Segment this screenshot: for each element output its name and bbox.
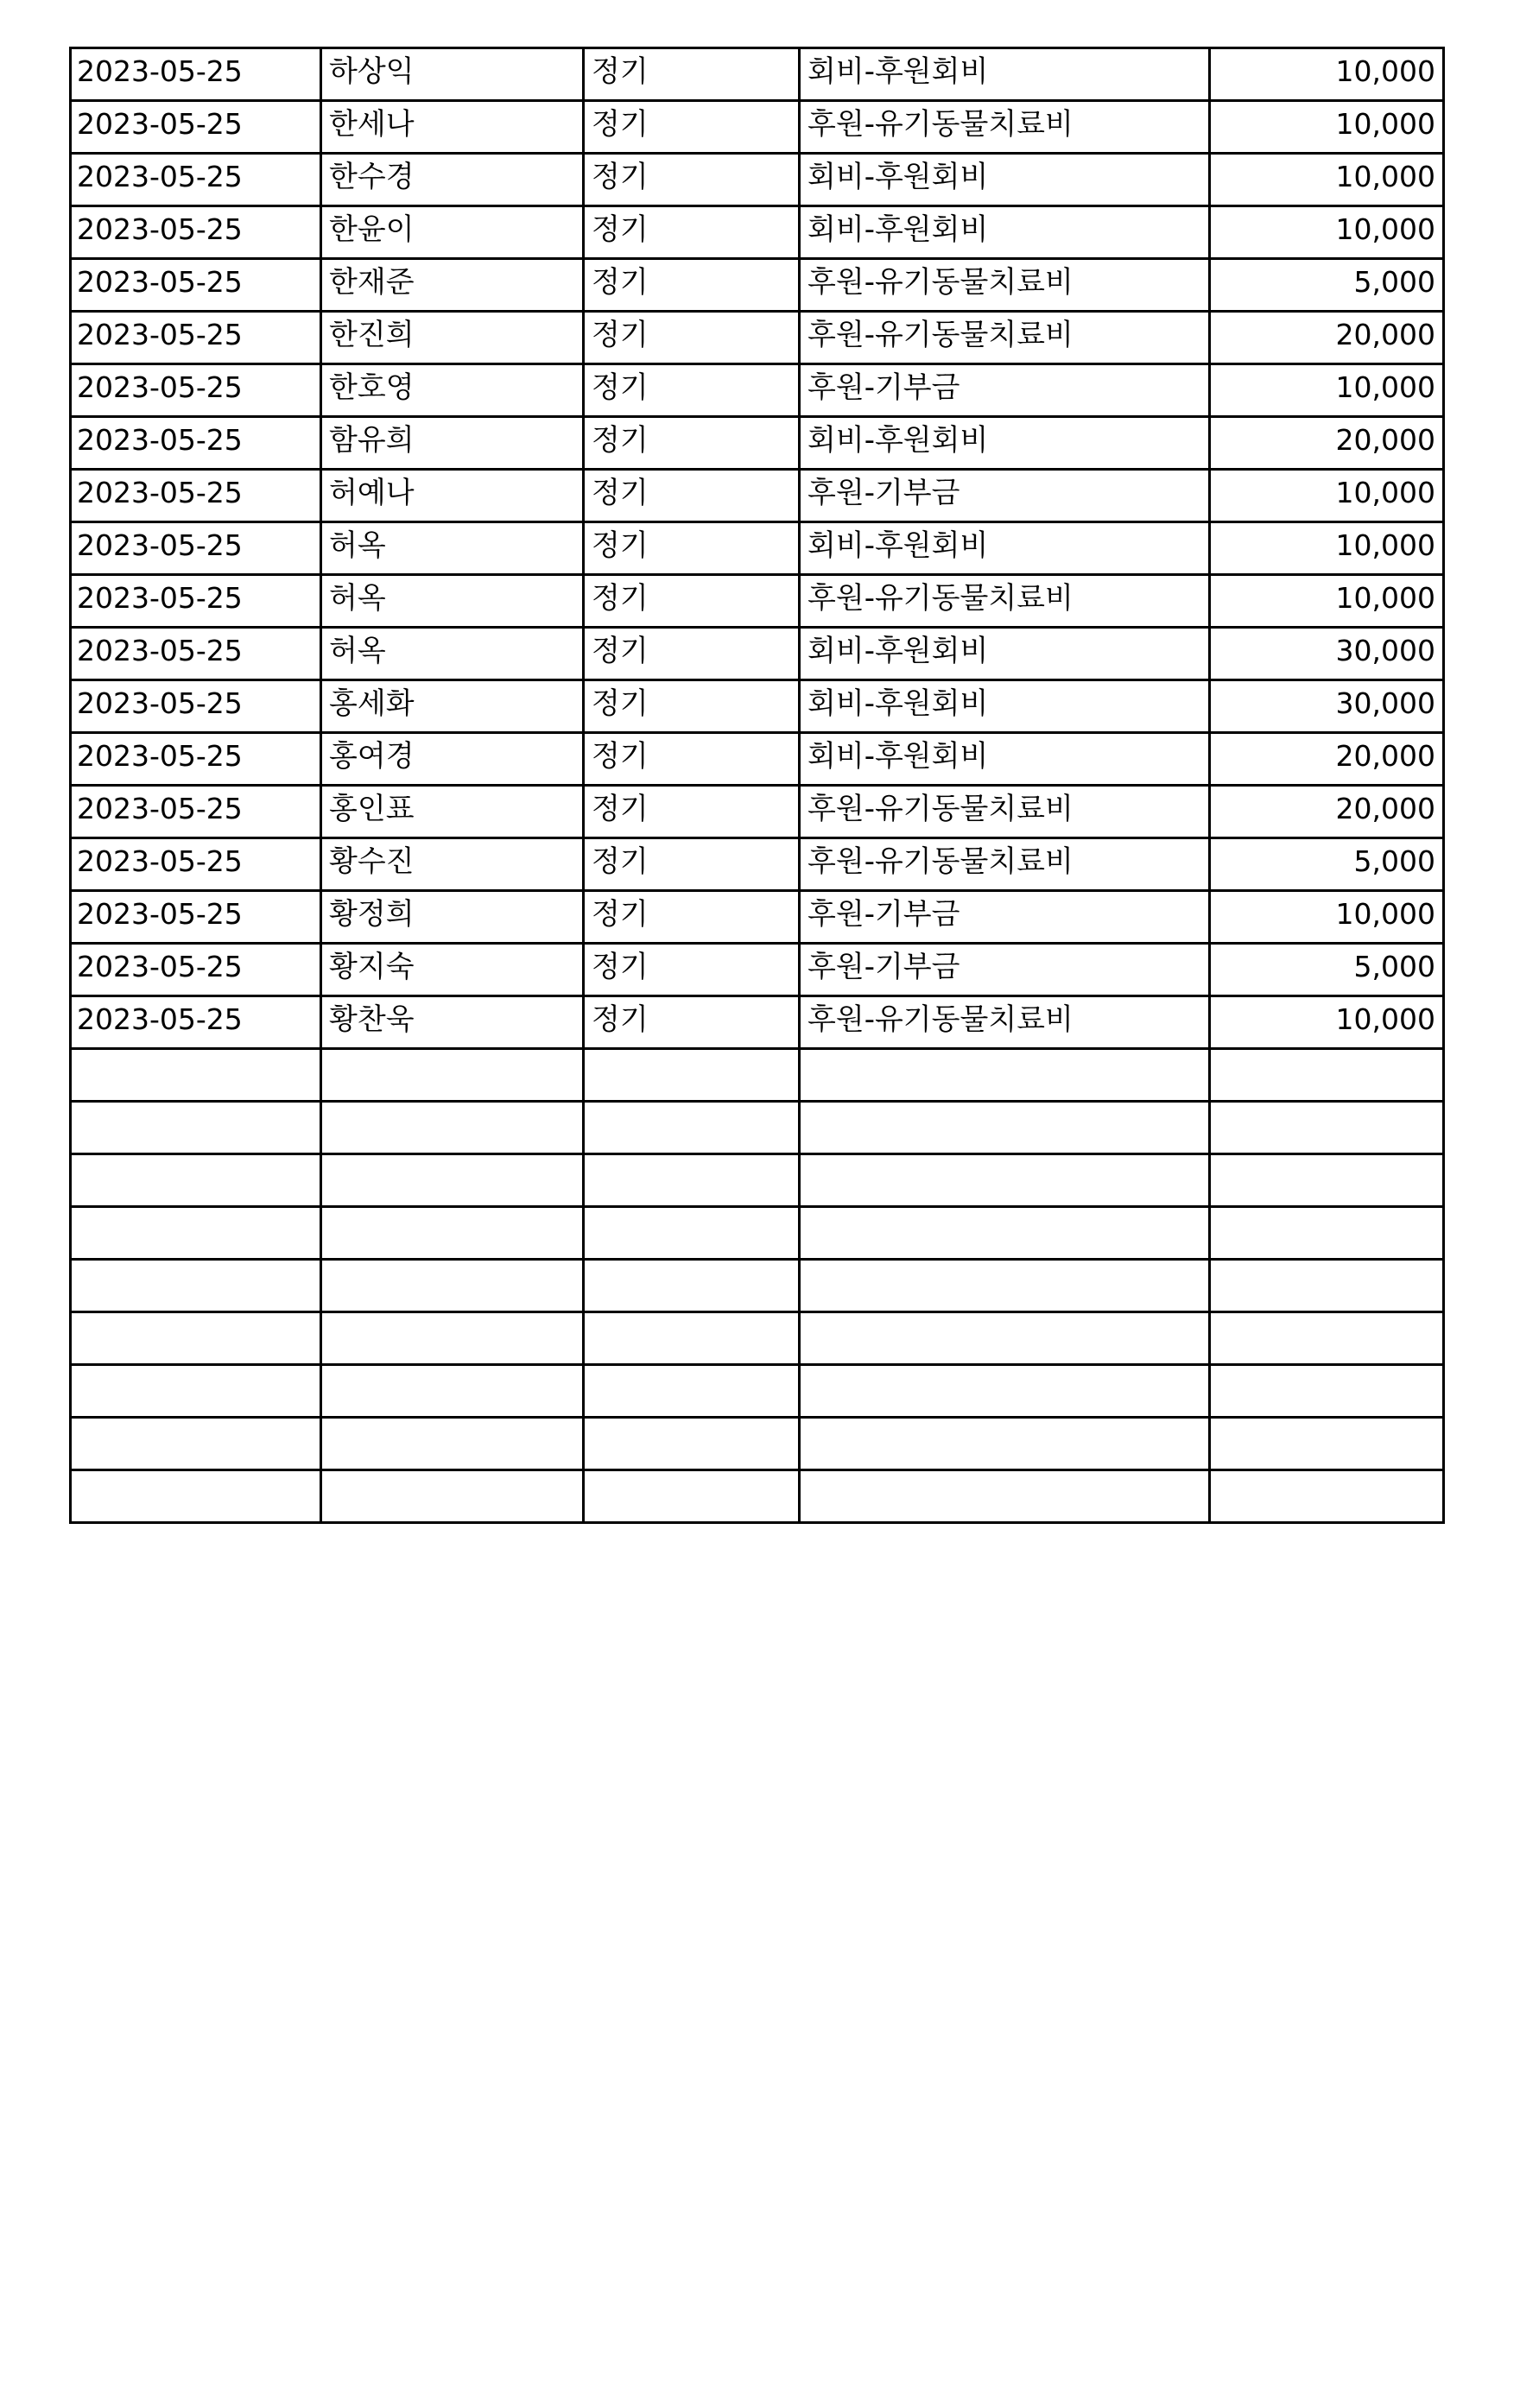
amount-cell (1210, 628, 1444, 680)
date-cell (71, 417, 321, 470)
category-cell (800, 680, 1210, 733)
date-cell (71, 680, 321, 733)
date-cell-text: 2023-05-25 (77, 792, 243, 825)
date-cell (71, 628, 321, 680)
date-cell (71, 470, 321, 522)
date-cell-text: 2023-05-25 (77, 528, 243, 562)
donor-name-cell (321, 1207, 584, 1260)
donor-name-cell (321, 1260, 584, 1312)
amount-cell (1210, 154, 1444, 206)
donation-type-cell-text: 정기 (592, 107, 649, 142)
date-cell-text: 2023-05-25 (77, 160, 243, 193)
donor-name-cell-text: 황정희 (329, 897, 415, 932)
donor-name-cell-text: 한재준 (329, 265, 415, 300)
donation-type-cell (584, 206, 800, 259)
donor-name-cell-text: 황찬욱 (329, 1002, 415, 1037)
category-cell-text: 후원-유기동물치료비 (808, 1002, 1074, 1037)
donation-type-cell (584, 891, 800, 944)
amount-cell-text: 10,000 (1335, 1002, 1435, 1036)
category-cell (800, 470, 1210, 522)
donor-name-cell (321, 48, 584, 101)
amount-cell-text: 5,000 (1353, 950, 1435, 983)
donor-name-cell (321, 101, 584, 154)
amount-cell (1210, 786, 1444, 838)
donor-name-cell-text: 허옥 (329, 634, 386, 668)
category-cell-text: 회비-후원회비 (808, 160, 989, 194)
category-cell-text: 후원-유기동물치료비 (808, 318, 1074, 352)
donation-type-cell-text: 정기 (592, 528, 649, 563)
date-cell (71, 1207, 321, 1260)
donor-name-cell (321, 206, 584, 259)
category-cell (800, 417, 1210, 470)
amount-cell (1210, 1207, 1444, 1260)
donation-type-cell-text: 정기 (592, 792, 649, 826)
date-cell-text: 2023-05-25 (77, 370, 243, 404)
amount-cell (1210, 944, 1444, 996)
donation-type-cell (584, 1418, 800, 1470)
amount-cell-text: 10,000 (1335, 581, 1435, 615)
donor-name-cell (321, 417, 584, 470)
table-row (71, 101, 1444, 154)
table-row (71, 417, 1444, 470)
donor-name-cell (321, 259, 584, 312)
category-cell (800, 1418, 1210, 1470)
table-row (71, 48, 1444, 101)
amount-cell (1210, 470, 1444, 522)
table-row (71, 838, 1444, 891)
donor-name-cell-text: 홍인표 (329, 792, 415, 826)
date-cell (71, 1049, 321, 1102)
donation-type-cell-text: 정기 (592, 897, 649, 932)
date-cell-text: 2023-05-25 (77, 739, 243, 773)
amount-cell-text: 20,000 (1335, 739, 1435, 773)
date-cell-text: 2023-05-25 (77, 54, 243, 88)
table-row (71, 628, 1444, 680)
category-cell (800, 206, 1210, 259)
table-row (71, 1207, 1444, 1260)
table-row (71, 154, 1444, 206)
amount-cell-text: 30,000 (1335, 686, 1435, 720)
amount-cell-text: 10,000 (1335, 160, 1435, 193)
date-cell (71, 1260, 321, 1312)
table-row (71, 1470, 1444, 1523)
date-cell (71, 206, 321, 259)
table-row (71, 1102, 1444, 1154)
donation-type-cell (584, 944, 800, 996)
amount-cell (1210, 48, 1444, 101)
donation-type-cell-text: 정기 (592, 1002, 649, 1037)
category-cell (800, 1207, 1210, 1260)
category-cell-text: 후원-기부금 (808, 476, 960, 510)
category-cell (800, 575, 1210, 628)
donor-name-cell (321, 364, 584, 417)
donation-type-cell (584, 733, 800, 786)
table-row (71, 575, 1444, 628)
table-row (71, 944, 1444, 996)
table-row (71, 733, 1444, 786)
amount-cell (1210, 891, 1444, 944)
donor-name-cell (321, 680, 584, 733)
table-row (71, 206, 1444, 259)
donation-type-cell (584, 628, 800, 680)
donation-type-cell (584, 417, 800, 470)
date-cell-text: 2023-05-25 (77, 686, 243, 720)
date-cell (71, 996, 321, 1049)
category-cell (800, 259, 1210, 312)
date-cell-text: 2023-05-25 (77, 897, 243, 931)
donation-type-cell-text: 정기 (592, 160, 649, 194)
donor-name-cell-text: 홍세화 (329, 686, 415, 721)
amount-cell (1210, 1365, 1444, 1418)
amount-cell (1210, 101, 1444, 154)
amount-cell (1210, 996, 1444, 1049)
donation-type-cell (584, 470, 800, 522)
table-row (71, 312, 1444, 364)
donation-type-cell-text: 정기 (592, 54, 649, 89)
table-row (71, 1049, 1444, 1102)
category-cell-text: 회비-후원회비 (808, 634, 989, 668)
donation-type-cell (584, 575, 800, 628)
donor-name-cell (321, 891, 584, 944)
donation-type-cell (584, 259, 800, 312)
category-cell-text: 후원-기부금 (808, 950, 960, 984)
category-cell-text: 후원-유기동물치료비 (808, 844, 1074, 879)
donor-name-cell-text: 한윤이 (329, 212, 415, 247)
donation-type-cell-text: 정기 (592, 634, 649, 668)
category-cell (800, 628, 1210, 680)
donor-name-cell (321, 733, 584, 786)
donation-type-cell (584, 48, 800, 101)
table-row (71, 364, 1444, 417)
amount-cell (1210, 312, 1444, 364)
category-cell-text: 회비-후원회비 (808, 423, 989, 458)
donor-name-cell-text: 황수진 (329, 844, 415, 879)
donor-name-cell-text: 하상익 (329, 54, 415, 89)
donor-name-cell (321, 1312, 584, 1365)
amount-cell-text: 20,000 (1335, 318, 1435, 351)
category-cell-text: 회비-후원회비 (808, 54, 989, 89)
category-cell-text: 후원-유기동물치료비 (808, 265, 1074, 300)
date-cell (71, 154, 321, 206)
donation-type-cell (584, 1154, 800, 1207)
category-cell (800, 48, 1210, 101)
amount-cell (1210, 206, 1444, 259)
donor-name-cell (321, 575, 584, 628)
donation-type-cell-text: 정기 (592, 844, 649, 879)
amount-cell-text: 10,000 (1335, 212, 1435, 246)
category-cell-text: 회비-후원회비 (808, 686, 989, 721)
donor-name-cell-text: 황지숙 (329, 950, 415, 984)
amount-cell (1210, 1312, 1444, 1365)
category-cell (800, 1365, 1210, 1418)
table-row (71, 1365, 1444, 1418)
category-cell (800, 786, 1210, 838)
donation-type-cell (584, 680, 800, 733)
donation-type-cell-text: 정기 (592, 476, 649, 510)
donor-name-cell (321, 470, 584, 522)
date-cell (71, 48, 321, 101)
table-row (71, 1418, 1444, 1470)
donation-type-cell (584, 101, 800, 154)
category-cell (800, 101, 1210, 154)
table-row (71, 1312, 1444, 1365)
donor-name-cell (321, 1154, 584, 1207)
donor-name-cell-text: 허예나 (329, 476, 415, 510)
date-cell (71, 1418, 321, 1470)
date-cell-text: 2023-05-25 (77, 107, 243, 141)
table-row (71, 996, 1444, 1049)
date-cell (71, 891, 321, 944)
date-cell-text: 2023-05-25 (77, 1002, 243, 1036)
amount-cell (1210, 1154, 1444, 1207)
donation-type-cell (584, 1365, 800, 1418)
amount-cell (1210, 733, 1444, 786)
donation-type-cell (584, 1207, 800, 1260)
donor-name-cell-text: 한호영 (329, 370, 415, 405)
donation-type-cell (584, 364, 800, 417)
donor-name-cell-text: 한수경 (329, 160, 415, 194)
donation-type-cell-text: 정기 (592, 950, 649, 984)
amount-cell (1210, 1260, 1444, 1312)
donation-type-cell (584, 1470, 800, 1523)
amount-cell-text: 10,000 (1335, 476, 1435, 509)
date-cell-text: 2023-05-25 (77, 212, 243, 246)
date-cell-text: 2023-05-25 (77, 423, 243, 457)
category-cell-text: 후원-유기동물치료비 (808, 581, 1074, 616)
donor-name-cell (321, 154, 584, 206)
table-row (71, 1154, 1444, 1207)
category-cell (800, 364, 1210, 417)
donation-type-cell (584, 1102, 800, 1154)
date-cell (71, 838, 321, 891)
category-cell (800, 891, 1210, 944)
date-cell-text: 2023-05-25 (77, 844, 243, 878)
category-cell (800, 1312, 1210, 1365)
date-cell-text: 2023-05-25 (77, 950, 243, 983)
category-cell (800, 838, 1210, 891)
amount-cell (1210, 1102, 1444, 1154)
donor-name-cell-text: 한세나 (329, 107, 415, 142)
donation-type-cell-text: 정기 (592, 265, 649, 300)
amount-cell (1210, 838, 1444, 891)
donor-name-cell (321, 786, 584, 838)
date-cell (71, 1470, 321, 1523)
category-cell-text: 회비-후원회비 (808, 739, 989, 774)
donation-type-cell-text: 정기 (592, 423, 649, 458)
amount-cell (1210, 364, 1444, 417)
date-cell (71, 312, 321, 364)
donation-type-cell (584, 522, 800, 575)
date-cell (71, 522, 321, 575)
amount-cell-text: 10,000 (1335, 897, 1435, 931)
category-cell-text: 회비-후원회비 (808, 212, 989, 247)
donation-type-cell (584, 996, 800, 1049)
donor-name-cell-text: 한진희 (329, 318, 415, 352)
donor-name-cell-text: 홍여경 (329, 739, 415, 774)
table-row (71, 786, 1444, 838)
date-cell-text: 2023-05-25 (77, 476, 243, 509)
category-cell (800, 996, 1210, 1049)
donor-name-cell (321, 1470, 584, 1523)
amount-cell-text: 10,000 (1335, 370, 1435, 404)
amount-cell-text: 10,000 (1335, 54, 1435, 88)
table-row (71, 1260, 1444, 1312)
date-cell-text: 2023-05-25 (77, 318, 243, 351)
donation-type-cell-text: 정기 (592, 581, 649, 616)
donation-type-cell-text: 정기 (592, 212, 649, 247)
amount-cell (1210, 417, 1444, 470)
donation-type-cell (584, 838, 800, 891)
table-row (71, 259, 1444, 312)
donation-type-cell-text: 정기 (592, 686, 649, 721)
amount-cell (1210, 575, 1444, 628)
donor-name-cell (321, 522, 584, 575)
date-cell-text: 2023-05-25 (77, 581, 243, 615)
donor-name-cell-text: 허옥 (329, 528, 386, 563)
table-row (71, 891, 1444, 944)
donation-type-cell-text: 정기 (592, 318, 649, 352)
donation-ledger-table (69, 47, 1445, 1524)
category-cell (800, 1102, 1210, 1154)
category-cell (800, 1470, 1210, 1523)
category-cell (800, 1049, 1210, 1102)
amount-cell (1210, 1418, 1444, 1470)
category-cell (800, 944, 1210, 996)
category-cell-text: 회비-후원회비 (808, 528, 989, 563)
donation-type-cell (584, 1312, 800, 1365)
donor-name-cell-text: 허옥 (329, 581, 386, 616)
date-cell (71, 259, 321, 312)
amount-cell-text: 5,000 (1353, 265, 1435, 299)
date-cell (71, 1154, 321, 1207)
date-cell (71, 1312, 321, 1365)
amount-cell-text: 5,000 (1353, 844, 1435, 878)
date-cell-text: 2023-05-25 (77, 634, 243, 667)
donor-name-cell (321, 996, 584, 1049)
category-cell (800, 1154, 1210, 1207)
table-row (71, 522, 1444, 575)
donor-name-cell-text: 함유희 (329, 423, 415, 458)
date-cell (71, 733, 321, 786)
category-cell-text: 후원-기부금 (808, 370, 960, 405)
amount-cell (1210, 522, 1444, 575)
donation-type-cell (584, 786, 800, 838)
donation-type-cell (584, 1260, 800, 1312)
date-cell (71, 364, 321, 417)
date-cell (71, 1365, 321, 1418)
category-cell (800, 1260, 1210, 1312)
amount-cell (1210, 259, 1444, 312)
amount-cell-text: 10,000 (1335, 107, 1435, 141)
category-cell (800, 522, 1210, 575)
category-cell (800, 733, 1210, 786)
donor-name-cell (321, 312, 584, 364)
donor-name-cell (321, 944, 584, 996)
date-cell-text: 2023-05-25 (77, 265, 243, 299)
donation-type-cell-text: 정기 (592, 739, 649, 774)
category-cell (800, 154, 1210, 206)
date-cell (71, 1102, 321, 1154)
amount-cell-text: 20,000 (1335, 423, 1435, 457)
donor-name-cell (321, 1102, 584, 1154)
table-row (71, 470, 1444, 522)
amount-cell-text: 30,000 (1335, 634, 1435, 667)
date-cell (71, 944, 321, 996)
ledger-body (71, 48, 1444, 1523)
amount-cell (1210, 1049, 1444, 1102)
donation-type-cell (584, 312, 800, 364)
table-row (71, 680, 1444, 733)
category-cell-text: 후원-유기동물치료비 (808, 107, 1074, 142)
amount-cell-text: 20,000 (1335, 792, 1435, 825)
donor-name-cell (321, 628, 584, 680)
category-cell-text: 후원-기부금 (808, 897, 960, 932)
donor-name-cell (321, 838, 584, 891)
date-cell (71, 101, 321, 154)
amount-cell (1210, 680, 1444, 733)
category-cell (800, 312, 1210, 364)
date-cell (71, 575, 321, 628)
date-cell (71, 786, 321, 838)
donation-type-cell (584, 1049, 800, 1102)
amount-cell (1210, 1470, 1444, 1523)
amount-cell-text: 10,000 (1335, 528, 1435, 562)
donor-name-cell (321, 1418, 584, 1470)
donation-type-cell (584, 154, 800, 206)
category-cell-text: 후원-유기동물치료비 (808, 792, 1074, 826)
donor-name-cell (321, 1049, 584, 1102)
donor-name-cell (321, 1365, 584, 1418)
donation-type-cell-text: 정기 (592, 370, 649, 405)
